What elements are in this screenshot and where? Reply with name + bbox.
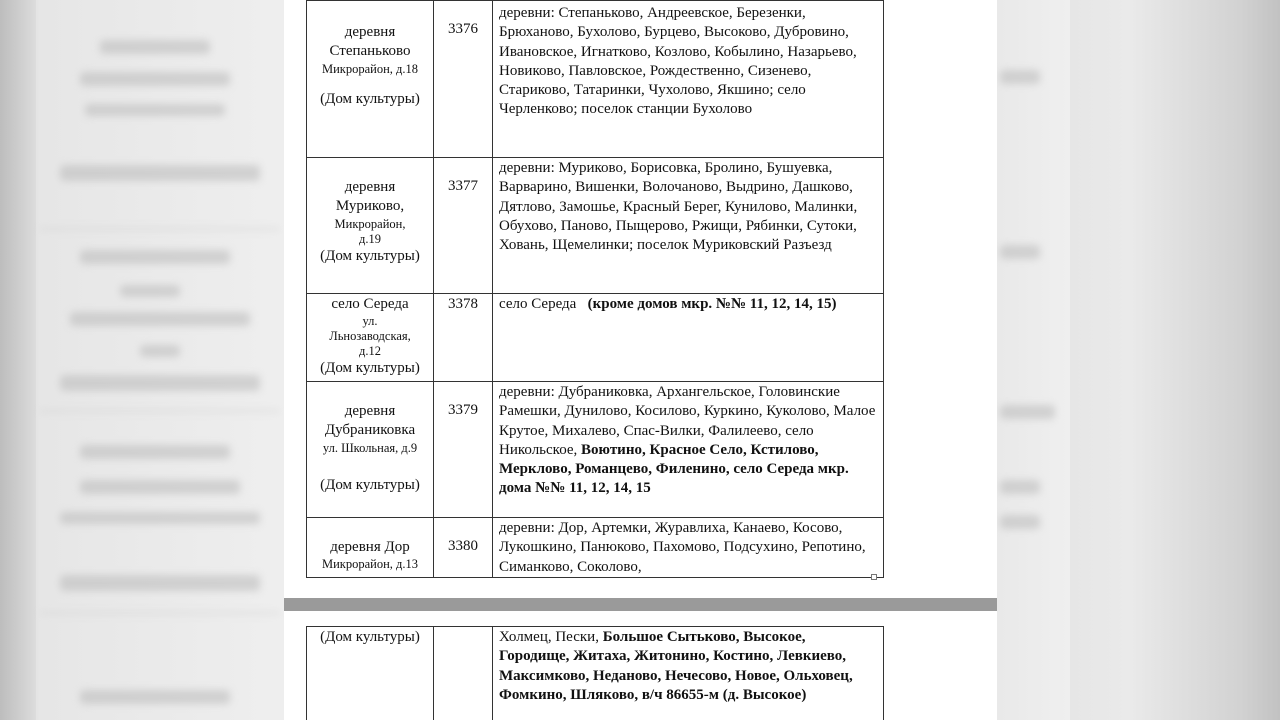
villages-bold-text: Большое Сытьково, Высокое, Городище, Житаха, Житонино, Костино, Левкиево, Максимково, Неданово, Нечесово, Новое, Ольховец, Фомкино, Шляково, в/ч 86655-м (д. Высокое) bbox=[499, 629, 853, 703]
table-row bbox=[307, 518, 884, 578]
table-row bbox=[307, 294, 884, 382]
address-line: д.19 bbox=[359, 231, 381, 246]
table-row bbox=[307, 627, 884, 720]
number-cell bbox=[434, 382, 493, 518]
villages-bold-text: Воютино, Красное Село, Кстилово, Меркловo, Романцево, Филенино, село Середа мкр. дома №№ 11, 12, 14, 15 bbox=[499, 441, 849, 497]
place-name: деревня Муриково, bbox=[335, 179, 405, 215]
address: Микрорайон, д.13 bbox=[321, 557, 419, 572]
number-cell bbox=[434, 1, 493, 158]
location-cell bbox=[307, 518, 434, 578]
table-row bbox=[307, 158, 884, 294]
right-edge-shade bbox=[1070, 0, 1280, 720]
polling-stations-table bbox=[306, 0, 884, 578]
number-cell bbox=[434, 627, 493, 720]
place-name: село Середа bbox=[331, 296, 409, 312]
polling-stations-table-continued bbox=[306, 626, 884, 720]
number-cell bbox=[434, 294, 493, 382]
station-number: 3377 bbox=[448, 178, 478, 194]
document-page-continuation bbox=[284, 611, 997, 720]
place-name: деревня Степаньково bbox=[329, 24, 411, 60]
address-line: ул. bbox=[362, 314, 378, 329]
number-cell bbox=[434, 158, 493, 294]
villages-cell bbox=[493, 382, 884, 518]
document-page bbox=[284, 0, 997, 598]
table-row bbox=[307, 1, 884, 158]
table-row bbox=[307, 382, 884, 518]
villages-text: деревни: Муриково, Борисовка, Бролино, Бушуевка, Варварино, Вишенки, Волочаново, Выдрино, Дашково, Дятлово, Замошье, Красный Берег, Кунилово, Малинки, Обухово, Паново, Пыщерово, Ржищи, Рябинки, Сутоки, Ховань, Щемелинки; поселок Муриковский Разъезд bbox=[499, 160, 858, 254]
location-cell bbox=[307, 294, 434, 382]
villages-text: село Середа bbox=[499, 296, 577, 312]
page-break bbox=[284, 598, 997, 611]
villages-text: Холмец, Пески, bbox=[499, 629, 599, 645]
location-cell bbox=[307, 158, 434, 294]
address: ул. Школьная, д.9 bbox=[322, 440, 418, 455]
building: (Дом культуры) bbox=[320, 476, 420, 493]
villages-text: деревни: Степаньково, Андреевское, Березенки, Брюханово, Бухолово, Бурцево, Высоково, Дубровино, Ивановское, Игнатково, Козлово, Кобылино, Назарьево, Новиково, Павловское, Рождественно, Сизенево, Стариково, Татаринки, Чухолово, Якшино; село Черленково; поселок станции Бухолово bbox=[499, 5, 857, 118]
villages-cell bbox=[493, 294, 884, 382]
location-cell bbox=[307, 1, 434, 158]
number-cell bbox=[434, 518, 493, 578]
address-line: д.12 bbox=[359, 344, 381, 359]
station-number: 3376 bbox=[448, 21, 478, 37]
building: (Дом культуры) bbox=[320, 247, 420, 264]
location-cell bbox=[307, 382, 434, 518]
table-resize-handle[interactable] bbox=[871, 574, 877, 580]
villages-cell bbox=[493, 158, 884, 294]
place-name: деревня Дубраниковка bbox=[324, 403, 416, 439]
address: Микрорайон, д.18 bbox=[321, 61, 419, 76]
building: (Дом культуры) bbox=[320, 629, 420, 645]
villages-text: деревни: Дубраниковка, Архангельское, Головинские Рамешки, Дунилово, Косилово, Куркино, Куколово, Малое Крутое, Михалево, Спас-Вилки, Фалилеево, село Никольское, bbox=[499, 384, 876, 458]
address-line: Льнозаводская, bbox=[329, 329, 411, 344]
address-line: Микрорайон, bbox=[334, 216, 406, 231]
blurred-background-copy bbox=[40, 0, 280, 720]
blurred-background-copy-right bbox=[1000, 0, 1060, 720]
villages-cell bbox=[493, 1, 884, 158]
building: (Дом культуры) bbox=[320, 360, 420, 377]
villages-cell bbox=[493, 518, 884, 578]
building: (Дом культуры) bbox=[320, 90, 420, 107]
location-cell bbox=[307, 627, 434, 720]
villages-bold-text: (кроме домов мкр. №№ 11, 12, 14, 15) bbox=[587, 296, 837, 312]
station-number: 3379 bbox=[448, 402, 478, 418]
station-number: 3380 bbox=[448, 538, 478, 554]
place-name: деревня Дор bbox=[330, 539, 410, 555]
villages-cell bbox=[493, 627, 884, 720]
villages-text: деревни: Дор, Артемки, Журавлиха, Канаево, Косово, Лукошкино, Панюково, Пахомово, Подсухино, Репотино, Симанково, Соколово, bbox=[499, 520, 866, 575]
station-number: 3378 bbox=[448, 296, 478, 312]
left-edge-shade bbox=[0, 0, 36, 720]
